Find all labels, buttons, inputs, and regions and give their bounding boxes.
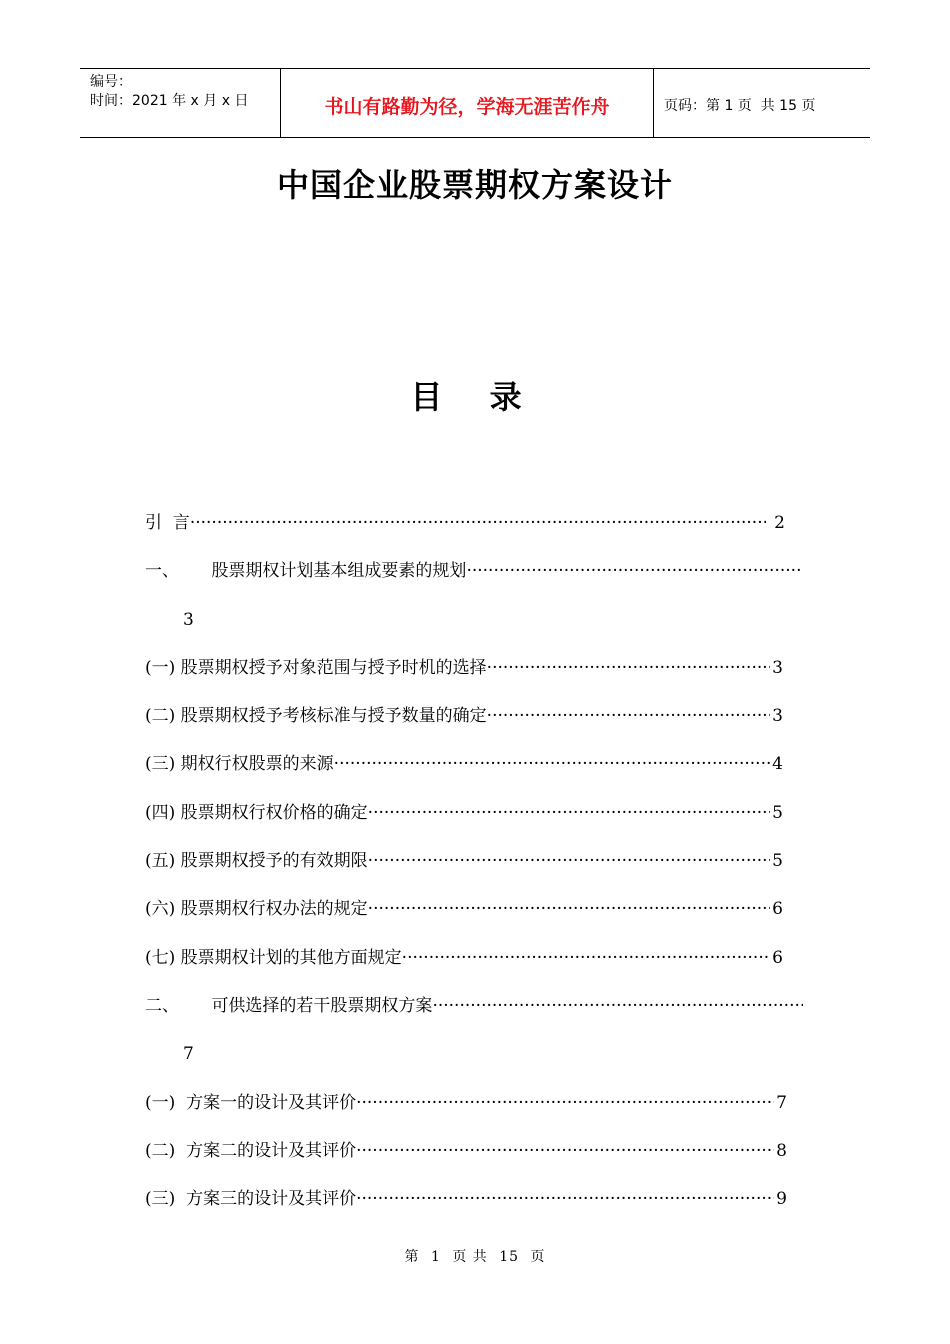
footer-mid: 页 共	[452, 1249, 488, 1265]
toc-entry-number: (二)	[145, 1140, 187, 1161]
toc-page-number: 9	[776, 1189, 787, 1210]
toc-entry[interactable]	[145, 510, 805, 558]
toc-page-number: 6	[772, 947, 783, 968]
toc-leader-dots	[402, 945, 771, 971]
toc-entry-number: 一、	[145, 561, 212, 582]
toc-entry-number: (三)	[145, 754, 181, 775]
toc-entry-number: 二、	[145, 995, 212, 1016]
document-header	[80, 68, 870, 138]
header-motto: 书山有路勤为径，学海无涯苦作舟	[281, 69, 654, 137]
toc-entry-text: 方案三的设计及其评价	[186, 1189, 357, 1210]
document-title: 中国企业股票期权方案设计	[276, 166, 673, 204]
toc-leader-dots	[368, 848, 771, 874]
toc-entry-continuation[interactable]	[145, 1041, 805, 1089]
toc-entry[interactable]	[145, 751, 805, 799]
toc-entry-text: 方案一的设计及其评价	[186, 1092, 357, 1113]
toc-page-number: 8	[776, 1140, 787, 1161]
toc-page-number: 3	[183, 609, 194, 630]
toc-leader-dots	[487, 655, 771, 681]
toc-entry-number: (一)	[145, 1092, 187, 1113]
footer-total-pages: 15	[499, 1249, 520, 1265]
header-page-info	[654, 69, 870, 137]
toc-page-number: 2	[774, 513, 785, 533]
toc-leader-dots	[487, 703, 771, 729]
toc-page-number: 3	[772, 657, 783, 678]
toc-entry-number: (四)	[145, 802, 181, 823]
toc-entry[interactable]	[145, 703, 805, 751]
toc-leader-dots	[368, 800, 771, 826]
toc-heading: 目 录	[410, 378, 540, 416]
number-label: 编号：	[90, 74, 132, 90]
toc-entry[interactable]	[145, 848, 805, 896]
toc-leader-dots	[466, 558, 803, 584]
toc-entry-number: (七)	[145, 947, 181, 968]
time-label: 时间：2021 年 x 月 x 日	[90, 93, 249, 109]
toc-leader-dots	[356, 1138, 774, 1164]
toc-page-number: 7	[183, 1044, 194, 1065]
page-info-text: 页码：第 1 页 共 15 页	[664, 98, 816, 114]
toc-leader-dots	[356, 1186, 774, 1212]
toc-entry-text: 股票期权计划的其他方面规定	[180, 947, 402, 968]
toc-entry-number: (六)	[145, 899, 181, 920]
table-of-contents	[145, 510, 805, 1234]
toc-entry-continuation[interactable]	[145, 607, 805, 655]
toc-entry-text: 可供选择的若干股票期权方案	[211, 995, 433, 1016]
footer-page-number: 1	[430, 1249, 441, 1265]
toc-entry-text: 方案二的设计及其评价	[186, 1140, 357, 1161]
toc-entry[interactable]	[145, 655, 805, 703]
toc-entry[interactable]	[145, 1090, 805, 1138]
toc-entry-text: 股票期权行权办法的规定	[180, 899, 368, 920]
toc-page-number: 7	[776, 1092, 787, 1113]
toc-entry[interactable]	[145, 800, 805, 848]
toc-leader-dots	[190, 510, 766, 536]
toc-page-number: 6	[772, 899, 783, 920]
toc-entry[interactable]	[145, 993, 805, 1041]
toc-leader-dots	[432, 993, 803, 1019]
toc-leader-dots	[368, 896, 771, 922]
toc-page-number: 4	[772, 754, 783, 775]
toc-entry[interactable]	[145, 945, 805, 993]
toc-entry[interactable]	[145, 1186, 805, 1234]
page-footer	[0, 1246, 950, 1266]
toc-entry-text: 期权行权股票的来源	[180, 754, 334, 775]
toc-entry[interactable]	[145, 558, 805, 606]
header-meta	[80, 69, 281, 137]
toc-entry-text: 股票期权授予的有效期限	[180, 851, 368, 872]
toc-entry-number: (三)	[145, 1189, 187, 1210]
footer-suffix: 页	[530, 1249, 546, 1265]
toc-entry-number: (五)	[145, 851, 181, 872]
toc-page-number: 5	[772, 851, 783, 872]
toc-entry-text: 股票期权授予对象范围与授予时机的选择	[180, 657, 487, 678]
footer-prefix: 第	[404, 1249, 420, 1265]
toc-page-number: 3	[772, 706, 783, 727]
toc-leader-dots	[356, 1090, 774, 1116]
toc-entry-text: 股票期权授予考核标准与授予数量的确定	[180, 706, 487, 727]
toc-entry-number: (二)	[145, 706, 181, 727]
toc-entry-text: 股票期权行权价格的确定	[180, 802, 368, 823]
toc-entry[interactable]	[145, 896, 805, 944]
toc-entry-text: 股票期权计划基本组成要素的规划	[211, 561, 467, 582]
toc-entry-number: (一)	[145, 657, 181, 678]
toc-leader-dots	[334, 751, 771, 777]
toc-page-number: 5	[772, 802, 783, 823]
toc-entry-label: 引 言	[145, 513, 190, 533]
toc-entry[interactable]	[145, 1138, 805, 1186]
